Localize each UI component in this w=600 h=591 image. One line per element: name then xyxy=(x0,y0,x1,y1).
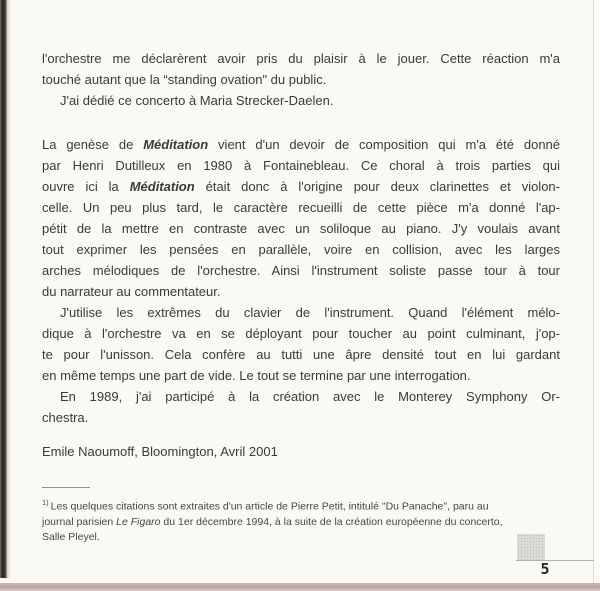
scan-edge-bottom xyxy=(0,583,600,591)
page-number-ornament-square xyxy=(517,534,545,560)
text-line: J'utilise les extrêmes du clavier de l'instrument. Quand l'élément mélo- xyxy=(60,305,560,320)
scan-edge-left xyxy=(0,0,7,578)
text-line: dique à l'orchestre va en se déployant pour toucher au point culminant, j'op- xyxy=(42,326,560,341)
text-line: chestra. xyxy=(42,410,89,425)
footnote-marker: 1) xyxy=(42,498,49,507)
emphasized-text: Le Figaro xyxy=(116,515,161,528)
footnote-text xyxy=(42,495,560,545)
text-line: te pour l'unisson. Cela confère au tutti une âpre densité tout en lui gardant xyxy=(42,347,560,362)
footnote-line: journal parisien Le Figaro du 1er décembre 1994, à la suite de la création européenne du concerto, xyxy=(42,515,503,528)
text-line: du narrateur au commentateur. xyxy=(42,284,221,299)
text-line: J'ai dédié ce concerto à Maria Strecker-Daelen. xyxy=(60,93,334,108)
text-line: pétit de la mettre en contraste avec un soliloque au piano. J'y voulais avant xyxy=(42,221,560,236)
paragraph-genese xyxy=(42,134,560,302)
page-number: 5 xyxy=(540,560,550,578)
footnote-block xyxy=(42,487,560,545)
paragraph-dedication xyxy=(42,90,560,111)
scan-edge-left-fade xyxy=(7,0,11,578)
text-line: La genèse de Méditation vient d'un devoir de composition qui m'a été donné xyxy=(42,137,561,152)
paragraph-continuation xyxy=(42,48,560,90)
text-line: en même temps une part de vide. Le tout se termine par une interrogation. xyxy=(42,368,471,383)
text-line: celle. Un peu plus tard, le caractère recueilli de cette pièce m'a donné l'ap- xyxy=(42,200,560,215)
paragraph-clavier xyxy=(42,302,560,386)
footnote-line: $^{1)}$ Les quelques citations sont extraites d'un article de Pierre Petit, intitulé "Du Panache", paru au xyxy=(42,498,489,513)
text-line: par Henri Dutilleux en 1980 à Fontainebleau. Ce choral à trois parties qui xyxy=(42,158,560,173)
text-line: l'orchestre me déclarèrent avoir pris du plaisir à le jouer. Cette réaction m'a xyxy=(42,51,560,66)
footnote-line: Salle Pleyel. xyxy=(42,530,100,543)
scan-edge-right xyxy=(593,0,594,583)
text-line: touché autant que la “standing ovation" du public. xyxy=(42,72,327,87)
body-text xyxy=(42,48,560,545)
text-line: arches mélodiques de l'orchestre. Ainsi l'instrument soliste passe tour à tour xyxy=(42,263,560,278)
footnote-rule xyxy=(42,487,90,488)
emphasized-text: Méditation xyxy=(143,137,209,152)
signature-line: Emile Naoumoff, Bloomington, Avril 2001 xyxy=(42,444,278,459)
text-line: ouvre ici la Méditation était donc à l'origine pour deux clarinettes et violon- xyxy=(42,179,560,194)
paragraph-creation xyxy=(42,386,560,428)
text-line: tout exprimer les pensées en parallèle, voire en collision, avec les larges xyxy=(42,242,560,257)
emphasized-text: Méditation xyxy=(129,179,195,194)
text-line: En 1989, j'ai participé à la création avec le Monterey Symphony Or- xyxy=(60,389,560,404)
